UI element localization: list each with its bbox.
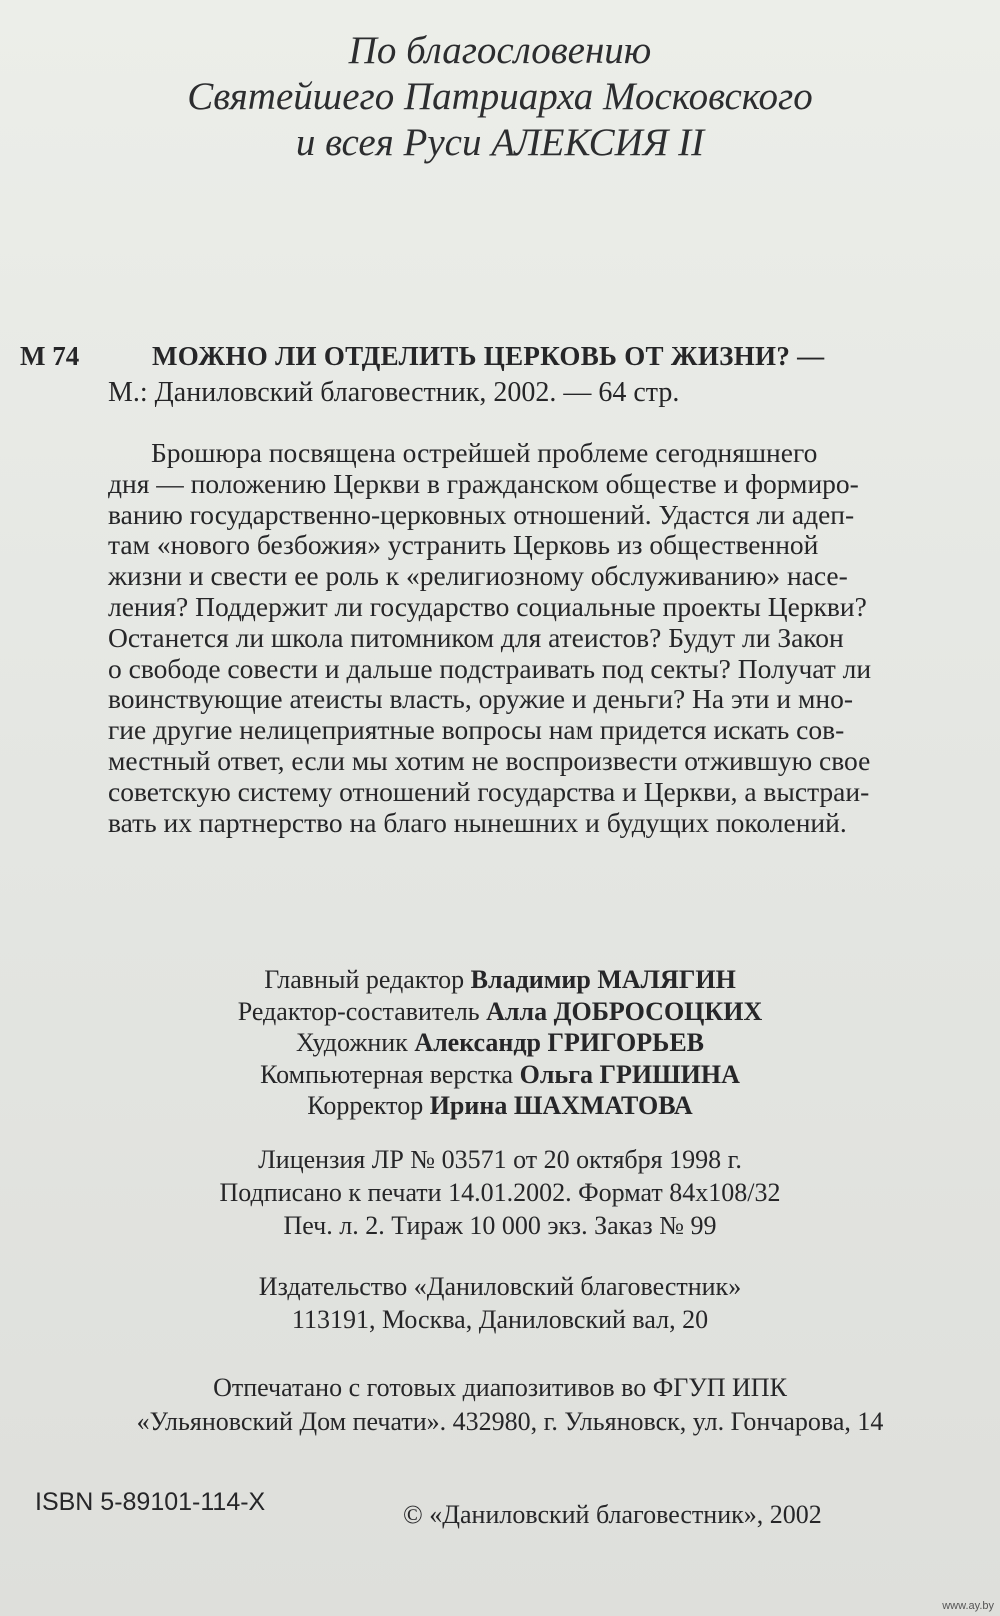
credit-role: Компьютерная верстка: [260, 1059, 514, 1089]
credit-row: [0, 964, 1000, 996]
circulation-line: Печ. л. 2. Тираж 10 000 экз. Заказ № 99: [283, 1211, 717, 1240]
blessing-line: Святейшего Патриарха Московского: [187, 75, 813, 118]
blessing-line: По благословению: [348, 29, 652, 72]
udc-code: М 74: [20, 341, 80, 371]
blessing-header: [0, 28, 1000, 166]
book-title: МОЖНО ЛИ ОТДЕЛИТЬ ЦЕРКОВЬ ОТ ЖИЗНИ? —: [152, 341, 825, 371]
publisher-name: Издательство «Даниловский благовестник»: [258, 1272, 742, 1301]
credit-role: Главный редактор: [264, 965, 465, 994]
credit-row: [0, 1059, 1000, 1091]
site-watermark: www.ay.by: [942, 1600, 994, 1612]
annotation-line: ванию государственно-церковных отношений. Удастся ли адеп-: [108, 498, 855, 530]
blessing-line: и всея Руси АЛЕКСИЯ II: [295, 121, 705, 164]
annotation-line: вать их партнерство на благо нынешних и будущих поколений.: [108, 806, 847, 838]
copyright: © «Даниловский благовестник», 2002: [403, 1500, 822, 1529]
annotation-line: жизни и свести ее роль к «религиозному обслуживанию» насе-: [108, 560, 848, 592]
publisher-info: [0, 1270, 1000, 1336]
annotation-line: гие другие нелицеприятные вопросы нам придется искать сов-: [108, 714, 845, 746]
annotation-line: местный ответ, если мы хотим не воспроизвести отжившую свое: [108, 744, 871, 776]
credit-name: Владимир МАЛЯГИН: [470, 965, 736, 994]
annotation-line: воинствующие атеисты власть, оружие и деньги? На эти и мно-: [108, 683, 854, 715]
credit-role: Корректор: [307, 1091, 424, 1120]
isbn: ISBN 5-89101-114-X: [35, 1488, 266, 1516]
license-info: [0, 1143, 1000, 1242]
annotation-line: дня — положению Церкви в гражданском обществе и формиро-: [108, 467, 859, 499]
credit-row: [0, 996, 1000, 1028]
publisher-address: 113191, Москва, Даниловский вал, 20: [291, 1305, 709, 1334]
credit-row: [0, 1027, 1000, 1059]
printer-line: Отпечатано с готовых диапозитивов во ФГУП ИПК: [213, 1373, 787, 1402]
credit-row: [0, 1090, 1000, 1122]
annotation-line: советскую систему отношений государства и Церкви, а выстраи-: [108, 775, 870, 807]
credit-role: Художник: [295, 1028, 408, 1057]
annotation-line: Брошюра посвящена острейшей проблеме сегодняшнего: [151, 437, 818, 468]
annotation-line: там «нового безбожия» устранить Церковь из общественной: [108, 529, 819, 561]
license-line: Лицензия ЛР № 03571 от 20 октября 1998 г.: [258, 1145, 742, 1174]
print-format-line: Подписано к печати 14.01.2002. Формат 84x108/32: [219, 1178, 781, 1207]
credit-name: Ирина ШАХМАТОВА: [429, 1091, 693, 1120]
credit-name: Ольга ГРИШИНА: [519, 1059, 740, 1089]
printer-info: [0, 1371, 1000, 1439]
credit-role: Редактор-составитель: [237, 996, 480, 1026]
annotation-line: ления? Поддержит ли государство социальные проекты Церкви?: [108, 590, 867, 622]
book-imprint: М.: Даниловский благовестник, 2002. — 64 стр.: [108, 377, 680, 408]
credits-list: [0, 964, 1000, 1122]
annotation-line: Останется ли школа питомником для атеистов? Будут ли Закон: [108, 621, 844, 653]
credit-name: Алла ДОБРОСОЦКИХ: [486, 996, 763, 1026]
annotation-line: о свободе совести и дальше подстраивать под секты? Получат ли: [108, 652, 872, 684]
printer-address: «Ульяновский Дом печати». 432980, г. Ульяновск, ул. Гончарова, 14: [136, 1407, 884, 1436]
credit-name: Александр ГРИГОРЬЕВ: [414, 1028, 705, 1057]
annotation-text: [108, 438, 948, 838]
